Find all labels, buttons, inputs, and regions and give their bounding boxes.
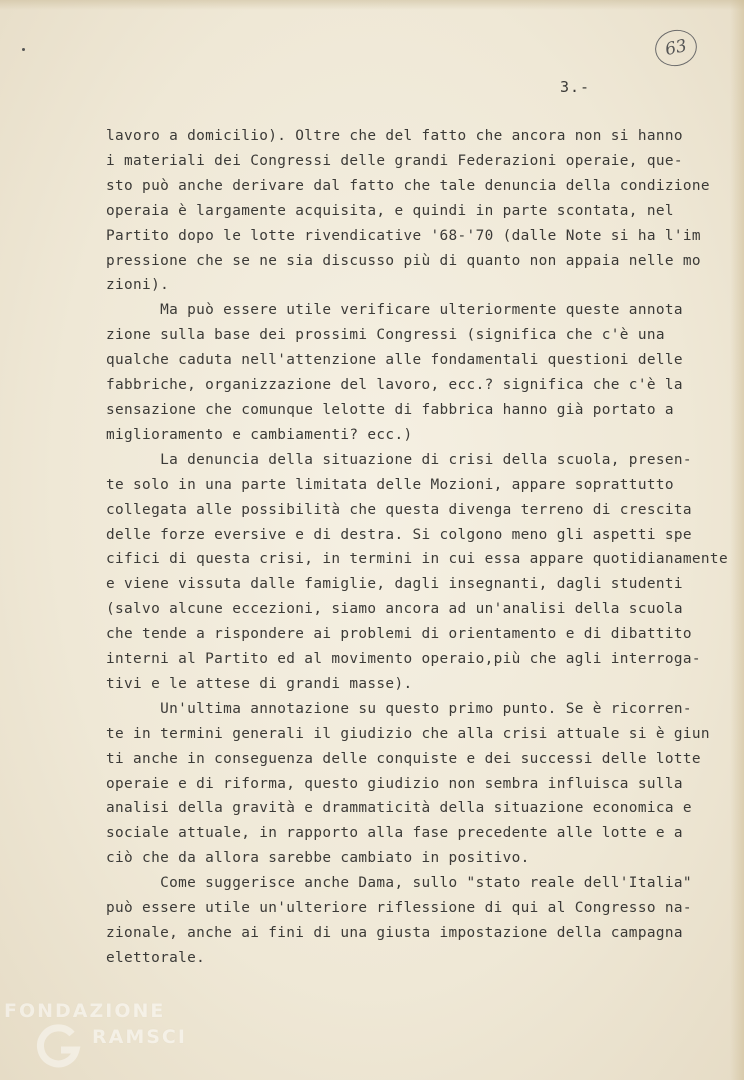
text-line: ti anche in conseguenza delle conquiste e dei successi delle lotte	[106, 750, 701, 767]
text-line: operaia è largamente acquisita, e quindi in parte scontata, nel	[106, 202, 674, 219]
text-line: Un'ultima annotazione su questo primo punto. Se è ricorren-	[106, 700, 692, 717]
text-line: zioni).	[106, 277, 170, 294]
text-line: cifici di questa crisi, in termini in cui essa appare quotidianamente	[106, 551, 728, 568]
text-line: fabbriche, organizzazione del lavoro, ecc.? significa che c'è la	[106, 377, 683, 394]
text-line: La denuncia della situazione di crisi della scuola, presen-	[106, 451, 692, 468]
typed-body-text	[106, 124, 726, 971]
text-line: elettorale.	[106, 949, 206, 966]
text-line: i materiali dei Congressi delle grandi Federazioni operaie, que-	[106, 152, 683, 169]
text-line: sensazione che comunque lelotte di fabbrica hanno già portato a	[106, 401, 674, 418]
watermark-logo	[4, 1000, 204, 1070]
text-line: lavoro a domicilio). Oltre che del fatto che ancora non si hanno	[106, 128, 683, 144]
text-line: Partito dopo le lotte rivendicative '68-'70 (dalle Note si ha l'im	[106, 227, 701, 244]
watermark-g-icon	[34, 1020, 84, 1070]
text-line: sto può anche derivare dal fatto che tale denuncia della condizione	[106, 177, 710, 194]
text-line: e viene vissuta dalle famiglie, dagli insegnanti, dagli studenti	[106, 576, 683, 593]
text-line: Come suggerisce anche Dama, sullo "stato reale dell'Italia"	[106, 875, 692, 892]
ink-speck	[22, 48, 25, 51]
watermark-line-1: FONDAZIONE	[4, 1000, 166, 1022]
page-number: 3.-	[560, 78, 591, 96]
text-line: collegata alle possibilità che questa divenga terreno di crescita	[106, 501, 692, 518]
text-line: zione sulla base dei prossimi Congressi (significa che c'è una	[106, 327, 665, 344]
text-line: può essere utile un'ulteriore riflessione di qui al Congresso na-	[106, 900, 692, 917]
text-line: ciò che da allora sarebbe cambiato in positivo.	[106, 850, 530, 867]
text-line: qualche caduta nell'attenzione alle fondamentali questioni delle	[106, 352, 683, 369]
text-line: (salvo alcune eccezioni, siamo ancora ad un'analisi della scuola	[106, 601, 683, 618]
text-line: interni al Partito ed al movimento operaio,più che agli interroga-	[106, 651, 701, 668]
text-line: Ma può essere utile verificare ulteriormente queste annota	[106, 302, 683, 319]
text-line: sociale attuale, in rapporto alla fase precedente alle lotte e a	[106, 825, 683, 842]
text-line: che tende a rispondere ai problemi di orientamento e di dibattito	[106, 626, 692, 643]
text-line: tivi e le attese di grandi masse).	[106, 675, 413, 692]
text-line: delle forze eversive e di destra. Si colgono meno gli aspetti spe	[106, 526, 692, 543]
watermark-line-2: RAMSCI	[92, 1026, 187, 1048]
text-line: zionale, anche ai fini di una giusta impostazione della campagna	[106, 925, 683, 941]
text-line: te in termini generali il giudizio che alla crisi attuale si è giun	[106, 725, 710, 742]
text-line: analisi della gravità e drammaticità della situazione economica e	[106, 800, 692, 817]
text-line: miglioramento e cambiamenti? ecc.)	[106, 426, 413, 443]
text-line: operaie e di riforma, questo giudizio non sembra influisca sulla	[106, 775, 683, 792]
text-line: te solo in una parte limitata delle Mozioni, appare soprattutto	[106, 476, 674, 493]
text-line: pressione che se ne sia discusso più di quanto non appaia nelle mo	[106, 252, 701, 269]
paper-right-edge	[730, 0, 744, 1080]
paper-top-shadow	[0, 0, 744, 10]
archive-stamp-number: 63	[652, 26, 701, 70]
